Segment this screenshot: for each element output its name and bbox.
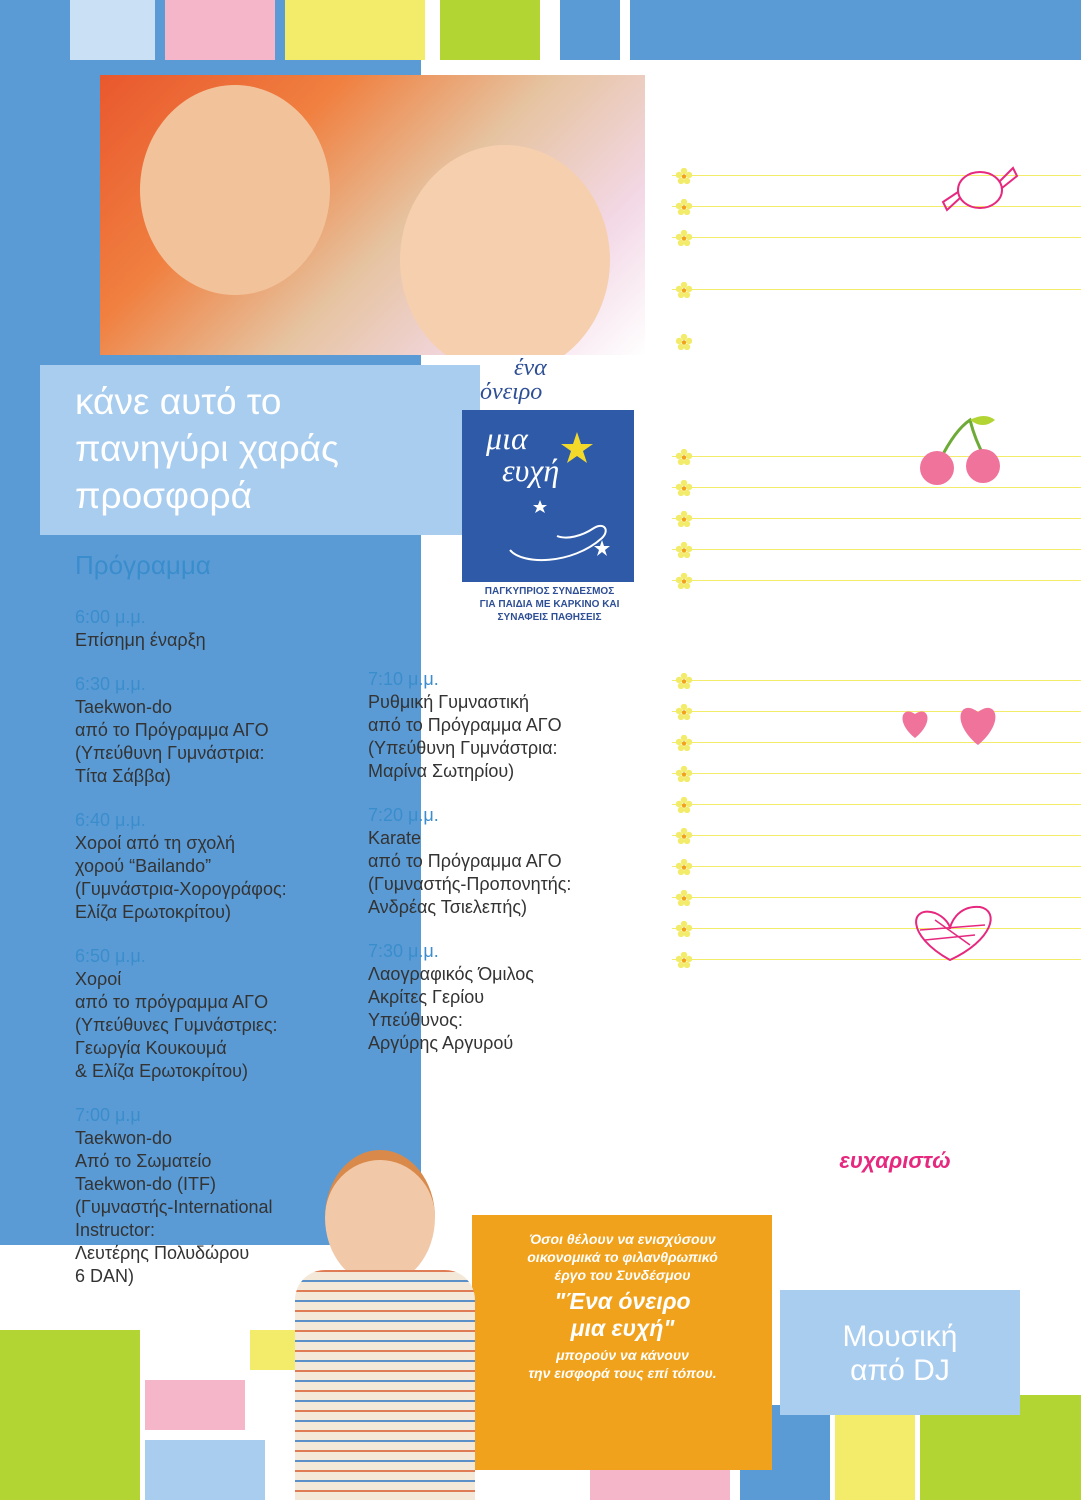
schedule-time: 6:50 μ.μ. (75, 946, 146, 966)
presenter (705, 1045, 865, 1103)
logo-org-line: ΣΥΝΑΦΕΙΣ ΠΑΘΗΣΕΙΣ (497, 612, 602, 623)
list-item (672, 457, 1081, 488)
list-item (672, 929, 1081, 960)
list-item (672, 867, 1081, 898)
item-text: Διάφορες κατασκευές (702, 809, 883, 830)
list-item (672, 238, 1081, 290)
item-text: Βιβλία (702, 747, 755, 768)
logo-org-line: ΠΑΓΚΥΠΡΙΟΣ ΣΥΝΔΕΣΜΟΣ (484, 586, 615, 597)
music-line: Μουσική (842, 1320, 958, 1353)
item-text: Σιάμισιη (702, 554, 771, 575)
logo-org (462, 585, 637, 624)
list-item (672, 743, 1081, 774)
thanks-body (759, 1206, 1002, 1278)
flower-bullet-icon (676, 573, 692, 589)
item-text: Χυμοί (702, 840, 751, 861)
presenter-name: Πέτρος Γεωργίου (705, 1077, 866, 1100)
section-heading-line: του Πανηγυριού αρχίζουν (670, 98, 889, 118)
boy-photo (285, 1150, 485, 1500)
hearts-icon (890, 690, 1010, 760)
schedule-desc: Επίσημη έναρξη (75, 630, 206, 650)
deco-block-top (70, 0, 155, 60)
schedule-desc: Taekwon-do Από το Σωματείο Taekwon-do (ITF) (Γυμναστής-International Instructor: Λευτέρης Πολυδώρου 6 DAN) (75, 1128, 273, 1286)
donation-org-name (480, 1288, 765, 1342)
cherries-icon (915, 410, 1005, 490)
thanks-title (805, 1126, 985, 1174)
list-item (672, 774, 1081, 805)
item-text: Κούρσα με μοτοσυκλέτες Royal Star (702, 128, 913, 170)
item-text: Face Painting (702, 211, 819, 232)
list-item (672, 836, 1081, 867)
section-heading (670, 75, 1070, 119)
section-heading (670, 601, 1070, 645)
headline (75, 378, 475, 519)
thanks-body-line: στην πραγματοποίηση (793, 1228, 967, 1255)
item-text: Πίττα με μέλι (702, 523, 809, 544)
schedule-time: 7:10 μ.μ. (368, 669, 439, 689)
donation-line: έργο του Συνδέσμου (554, 1267, 691, 1283)
item-text: Σιεφταλιές (702, 461, 789, 482)
schedule-entry (75, 606, 355, 652)
schedule-time: 6:40 μ.μ. (75, 810, 146, 830)
section-heading-line: Στις 6:00 μ.μ. αρχίζει (670, 376, 846, 396)
logo-box (462, 410, 634, 582)
list-item (672, 650, 1081, 681)
deco-block-bottom (0, 1330, 140, 1500)
item-text: Μακαρόνια (702, 716, 796, 737)
program-title: Πρόγραμμα (75, 550, 211, 580)
item-text: Ζωγραφική - Κατασκευές από stress ball (702, 294, 913, 336)
section-heading-line: Μετά την επίσημη έναρξη (670, 76, 889, 96)
deco-block-top (630, 0, 1081, 60)
schedule-entry (368, 804, 648, 919)
children-photo (100, 75, 645, 355)
logo (462, 355, 637, 625)
list-item (672, 426, 1081, 457)
boy-shirt (295, 1270, 475, 1500)
schedule-time: 6:00 μ.μ. (75, 607, 146, 627)
schedule-entry (368, 668, 648, 783)
section-heading (670, 375, 1070, 419)
logo-line: ένα (514, 355, 547, 381)
child-face-left (140, 85, 330, 295)
schedule-entry (75, 945, 355, 1083)
list-item (672, 488, 1081, 519)
item-text: Μπύρες (702, 902, 770, 923)
item-text: Νερό και άλλα (702, 933, 822, 954)
schedule-time: 7:30 μ.μ. (368, 941, 439, 961)
star-hand-icon (462, 410, 634, 582)
thanks-line2: ευχαριστώ (839, 1148, 951, 1173)
item-text: Σουβλάκια (702, 430, 791, 451)
headline-line: προσφορά (75, 475, 252, 516)
schedule-time: 7:00 μ.μ (75, 1105, 141, 1125)
item-text: Σπιτίσια κέικ και γλυκά (702, 654, 891, 675)
schedule-desc: Ρυθμική Γυμναστική από το Πρόγραμμα ΑΓΟ (Υπεύθυνη Γυμνάστρια: Μαρίνα Σωτηρίου) (368, 692, 562, 781)
item-text: Χάντμπολ σιουτ (702, 180, 836, 201)
schedule-entry (368, 940, 648, 1055)
headline-line: πανηγύρι χαράς (75, 428, 339, 469)
logo-line: ευχή (502, 452, 560, 488)
list-item (672, 898, 1081, 929)
list-item (672, 681, 1081, 712)
donation-line: μπορούν να κάνουν (556, 1347, 689, 1363)
deco-block-bottom (145, 1440, 265, 1500)
schedule-entry (75, 673, 355, 788)
list-item (672, 550, 1081, 581)
item-text: Λουλούδια - Φυτά (702, 685, 853, 706)
list-item (672, 519, 1081, 550)
scribble-heart-icon (895, 895, 1005, 970)
logo-line: όνειρο (480, 379, 543, 405)
thanks-body-line: της εκδήλωσης. (820, 1249, 942, 1274)
schedule-entry (75, 809, 355, 924)
thanks-body-line: σε όλους όσοι βοήθησαν (783, 1208, 975, 1235)
deco-block-bottom (145, 1380, 245, 1430)
donation-name-line: "Ένα όνειρο (554, 1288, 691, 1314)
schedule-desc: Λαογραφικός Όμιλος Ακρίτες Γερίου Υπεύθυνος: Αργύρης Αργυρού (368, 964, 534, 1053)
thanks-line1: Ένα μεγάλο (845, 1126, 945, 1147)
flower-bullet-icon (676, 334, 692, 350)
donation-text (480, 1230, 765, 1382)
logo-line: μια (486, 420, 528, 456)
schedule-desc: Karate από το Πρόγραμμα ΑΓΟ (Γυμναστής-Προπονητής: Ανδρέας Τσιελεπής) (368, 828, 572, 917)
food-list (672, 426, 1081, 581)
section-heading-line: η πώληση φαγητού (670, 398, 838, 418)
schedule-desc: Χοροί από τη σχολή χορού “Bailando” (Γυμνάστρια-Χορογράφος: Ελίζα Ερωτοκρίτου) (75, 833, 287, 922)
child-face-right (400, 145, 610, 355)
music-line: από DJ (850, 1354, 950, 1387)
presenter-label: Παρουσιαστής: (705, 1048, 847, 1071)
deco-block-top (165, 0, 275, 60)
schedule-time: 6:30 μ.μ. (75, 674, 146, 694)
item-text: Πίτσα (702, 492, 750, 513)
flower-bullet-icon (676, 952, 692, 968)
donation-text-bottom (480, 1346, 765, 1382)
logo-org-line: ΓΙΑ ΠΑΙΔΙΑ ΜΕ ΚΑΡΚΙΝΟ ΚΑΙ (479, 599, 620, 610)
donation-line: Όσοι θέλουν να ενισχύσουν (529, 1231, 716, 1247)
deco-block-bottom (835, 1400, 915, 1500)
schedule-desc: Taekwon-do από το Πρόγραμμα ΑΓΟ (Υπεύθυνη Γυμνάστρια: Τίτα Σάββα) (75, 697, 269, 786)
donation-line: την εισφορά τους επί τόπου. (528, 1365, 717, 1381)
donation-text-top (480, 1230, 765, 1284)
sales-list (672, 650, 1081, 960)
headline-line: κάνε αυτό το (75, 381, 282, 422)
schedule-desc: Χοροί από το πρόγραμμα ΑΓΟ (Υπεύθυνες Γυμνάστριες: Γεωργία Κουκουμά & Ελίζα Ερωτοκρίτου) (75, 969, 278, 1081)
music-text (790, 1320, 1010, 1388)
donation-line: οικονομικά το φιλανθρωπικό (527, 1249, 718, 1265)
schedule-time: 7:20 μ.μ. (368, 805, 439, 825)
deco-block-top (560, 0, 620, 60)
section-heading-line: Καθ’ όλη τη διάρκεια (670, 602, 847, 622)
candy-icon (935, 150, 1025, 230)
schedule-right (368, 668, 648, 1055)
donation-name-line: μια ευχή" (570, 1315, 675, 1341)
section-heading-line: του Πανηγυριού θα πωλούνται (670, 624, 932, 644)
item-text: Αναψυκτικά (702, 871, 801, 892)
item-text: Είδη του Συνδέσμου (702, 778, 874, 799)
list-item (672, 805, 1081, 836)
list-item (672, 290, 1081, 341)
item-text: Τραμπολίνο, κρίκοι, και άλλα παιχνίδια (702, 242, 868, 284)
deco-block-top (285, 0, 425, 60)
list-item (672, 712, 1081, 743)
deco-block-top (440, 0, 540, 60)
boy-head (325, 1150, 435, 1285)
